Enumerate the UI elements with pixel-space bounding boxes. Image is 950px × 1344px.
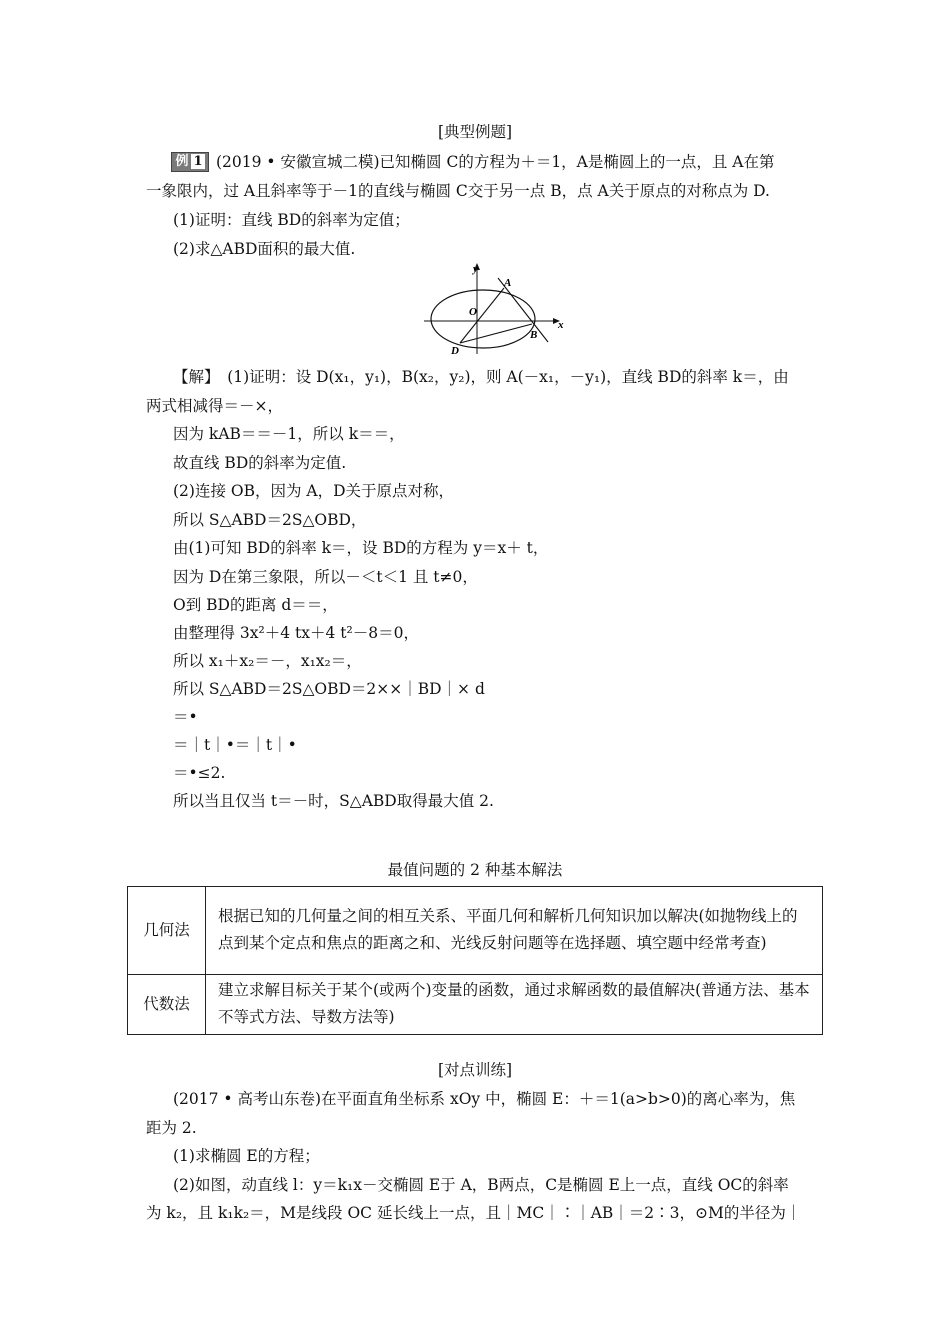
solution-line-5: (2)连接 OB，因为 A，D关于原点对称， — [173, 482, 455, 500]
section-heading-examples: [典型例题] — [437, 123, 513, 141]
solution-line-11: 所以 x₁＋x₂＝－，x₁x₂＝， — [173, 652, 362, 670]
solution-line-4: 故直线 BD的斜率为定值. — [173, 454, 347, 472]
problem-part-2: (2)求△ABD面积的最大值. — [173, 240, 356, 258]
example-badge: 例 1 — [171, 152, 209, 172]
label-point-d: D — [451, 345, 459, 357]
solution-line-12: 所以 S△ABD＝2S△OBD＝2××｜BD｜× d — [173, 680, 485, 698]
segment-ad — [460, 288, 504, 343]
ellipse-curve — [431, 290, 538, 348]
training-line-2: 距为 2. — [146, 1119, 197, 1137]
solution-line-7: 由(1)可知 BD的斜率 k＝，设 BD的方程为 y＝x＋ t， — [173, 539, 549, 557]
table-row — [128, 975, 823, 1035]
problem-part-1: (1)证明：直线 BD的斜率为定值； — [173, 211, 410, 229]
section-heading-training: [对点训练] — [437, 1061, 513, 1079]
solution-line-3: 因为 kAB＝＝－1，所以 k＝＝， — [173, 425, 405, 443]
method-description: 根据已知的几何量之间的相互关系、平面几何和解析几何知识加以解决(如抛物线上的点到某个定点和焦点的距离之和、光线反射问题等在选择题、填空题中经常考查) — [206, 887, 823, 975]
solution-line-10: 由整理得 3x²＋4 tx＋4 t²－8＝0， — [173, 624, 419, 642]
solution-line-15: ＝•≤2. — [173, 764, 226, 782]
problem-line-1: (2019 • 安徽宣城二模)已知椭圆 C的方程为＋＝1，A是椭圆上的一点，且 A在第 — [216, 153, 775, 171]
label-y: y — [473, 263, 478, 275]
label-origin: O — [469, 306, 477, 318]
solution-line-8: 因为 D在第三象限，所以－＜t＜1 且 t≠0， — [173, 568, 478, 586]
methods-table-title: 最值问题的 2 种基本解法 — [387, 861, 563, 879]
training-line-1: (2017 • 高考山东卷)在平面直角坐标系 xOy 中，椭圆 E：＋＝1(a>b>0)的离心率为，焦 — [173, 1090, 796, 1108]
solution-line-14: ＝｜t｜•＝｜t｜• — [173, 736, 297, 754]
label-x: x — [558, 319, 564, 331]
table-row — [128, 887, 823, 975]
training-line-5: 为 k₂，且 k₁k₂＝，M是线段 OC 延长线上一点，且｜MC｜∶｜AB｜＝2∶3，⊙M的半径为｜ — [146, 1204, 802, 1222]
training-part-1: (1)求椭圆 E的方程； — [173, 1147, 320, 1165]
solution-line-13: ＝• — [173, 708, 198, 726]
ellipse-figure — [420, 258, 570, 358]
solution-line-16: 所以当且仅当 t＝－时，S△ABD取得最大值 2. — [173, 792, 494, 810]
training-part-2: (2)如图，动直线 l：y＝k₁x－交椭圆 E于 A，B两点，C是椭圆 E上一点，直线 OC的斜率 — [173, 1176, 789, 1194]
segment-bd — [460, 324, 532, 343]
method-name: 几何法 — [128, 887, 206, 975]
method-description: 建立求解目标关于某个(或两个)变量的函数，通过求解函数的最值解决(普通方法、基本不等式方法、导数方法等) — [206, 975, 823, 1035]
method-name: 代数法 — [128, 975, 206, 1035]
problem-line-2: 一象限内，过 A且斜率等于－1的直线与椭圆 C交于另一点 B，点 A关于原点的对称点为 D. — [146, 182, 770, 200]
label-point-a: A — [504, 277, 512, 289]
solution-line-2: 两式相减得＝－×， — [146, 397, 283, 415]
label-point-b: B — [530, 329, 538, 341]
solution-line-1: 【解】 (1)证明：设 D(x₁，y₁)，B(x₂，y₂)，则 A(－x₁，－y₁)，直线 BD的斜率 k＝，由 — [173, 368, 789, 386]
solution-line-6: 所以 S△ABD＝2S△OBD， — [173, 511, 367, 529]
solution-line-9: O到 BD的距离 d＝＝， — [173, 596, 338, 614]
methods-table — [127, 886, 823, 1035]
